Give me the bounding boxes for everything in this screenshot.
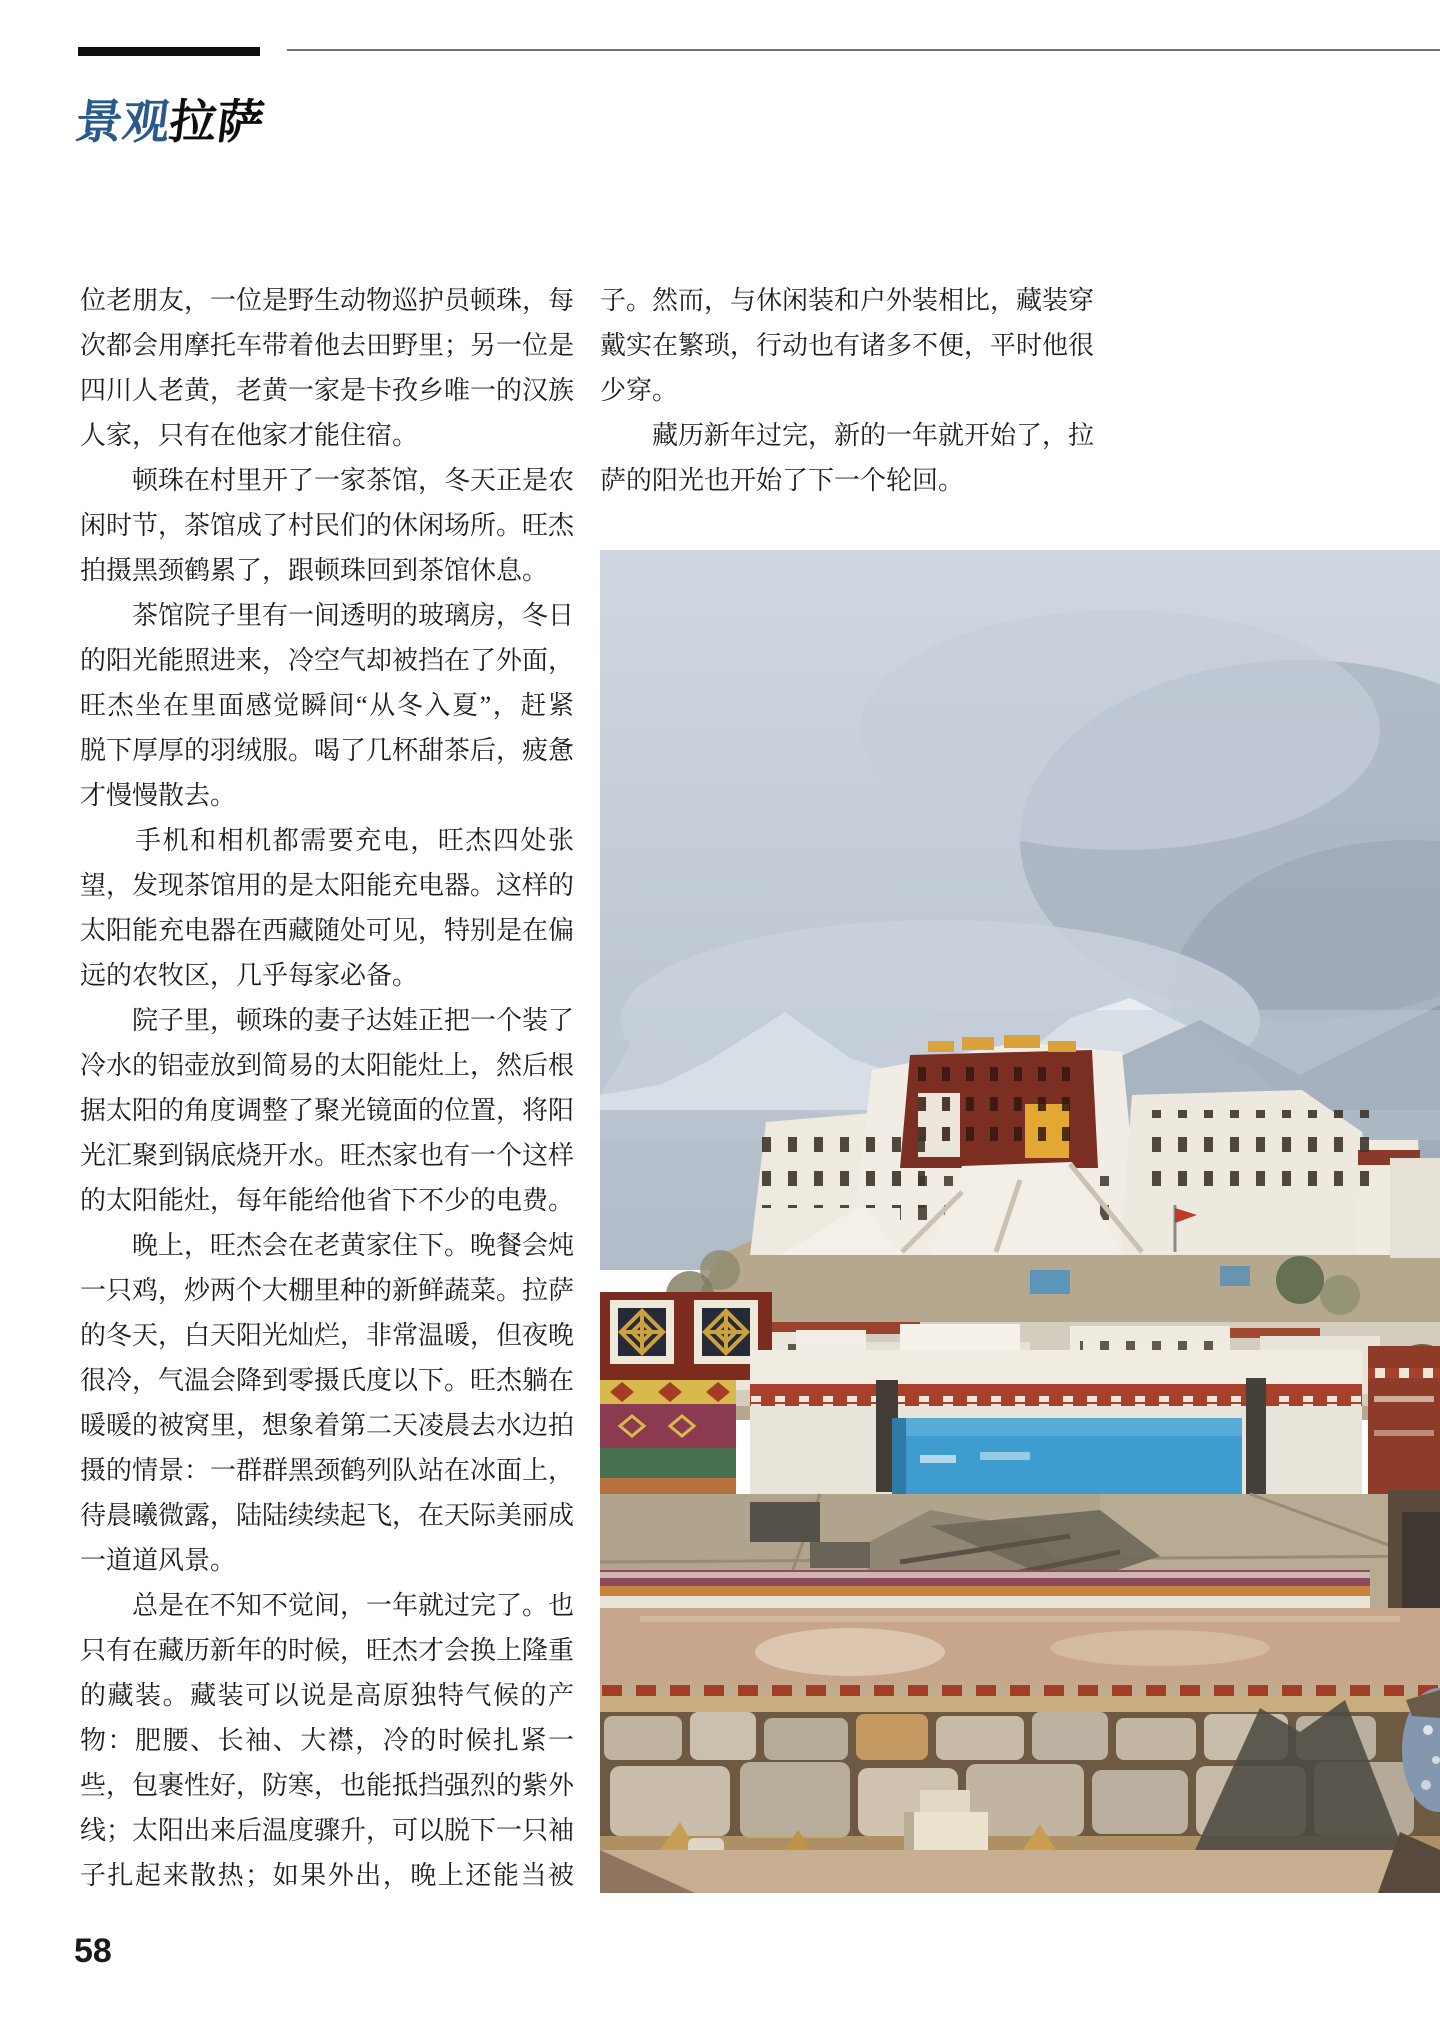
text-line: 院子里，顿珠的妻子达娃正把一个装了 [80,1006,574,1035]
text-line: 萨的阳光也开始了下一个轮回。 [600,466,965,495]
text-line: 旺杰坐在里面感觉瞬间“从冬入夏”，赶紧 [80,691,574,720]
text-line: 总是在不知不觉间，一年就过完了。也 [80,1591,574,1620]
text-line: 的阳光能照进来，冷空气却被挡在了外面， [80,646,574,675]
page-title [72,93,267,152]
page-title-blue: 景观 [72,95,173,149]
text-line: 据太阳的角度调整了聚光镜面的位置，将阳 [80,1096,574,1125]
text-line: 冷水的铝壶放到简易的太阳能灶上，然后根 [80,1051,574,1080]
text-line: 些，包裹性好，防寒，也能抵挡强烈的紫外 [80,1771,574,1800]
text-line: 的藏装。藏装可以说是高原独特气候的产 [80,1681,574,1710]
text-line: 暖暖的被窝里，想象着第二天凌晨去水边拍 [80,1411,574,1440]
text-line: 物：肥腰、长袖、大襟，冷的时候扎紧一 [80,1726,574,1755]
tibetan-textile [600,1380,736,1506]
text-line: 晚上，旺杰会在老黄家住下。晚餐会炖 [80,1231,574,1260]
text-line: 顿珠在村里开了一家茶馆，冬天正是农 [80,466,574,495]
text-line: 位老朋友，一位是野生动物巡护员顿珠，每 [80,286,574,315]
blue-banner [892,1418,1242,1496]
page-number: 58 [74,1932,112,1970]
text-line: 人家，只有在他家才能住宿。 [80,421,419,450]
text-line: 摄的情景：一群群黑颈鹤列队站在冰面上， [80,1456,574,1485]
pink-wall [600,1570,1440,1700]
text-line: 拍摄黑颈鹤累了，跟顿珠回到茶馆休息。 [80,556,549,585]
text-line: 少穿。 [600,376,679,405]
text-line: 线；太阳出来后温度骤升，可以脱下一只袖 [80,1816,574,1845]
text-line: 闲时节，茶馆成了村民们的休闲场所。旺杰 [80,511,574,540]
text-line: 的太阳能灶，每年能给他省下不少的电费。 [80,1186,574,1215]
text-line: 子。然而，与休闲装和户外装相比，藏装穿 [600,286,1094,315]
text-line: 很冷，气温会降到零摄氏度以下。旺杰躺在 [80,1366,574,1395]
text-line: 脱下厚厚的羽绒服。喝了几杯甜茶后，疲惫 [80,736,574,765]
article-column-left [80,278,574,1898]
text-line: 四川人老黄，老黄一家是卡孜乡唯一的汉族 [80,376,574,405]
text-line: 太阳能充电器在西藏随处可见，特别是在偏 [80,916,574,945]
text-line: 待晨曦微露，陆陆续续起飞，在天际美丽成 [80,1501,574,1530]
text-line: 子扎起来散热；如果外出，晚上还能当被 [80,1861,574,1890]
text-line: 戴实在繁琐，行动也有诸多不便，平时他很 [600,331,1094,360]
text-line: 一只鸡，炒两个大棚里种的新鲜蔬菜。拉萨 [80,1276,574,1305]
text-line: 望，发现茶馆用的是太阳能充电器。这样的 [80,871,574,900]
text-line: 只有在藏历新年的时候，旺杰才会换上隆重 [80,1636,574,1665]
text-line: 茶馆院子里有一间透明的玻璃房，冬日 [80,601,574,630]
text-line: 的冬天，白天阳光灿烂，非常温暖，但夜晚 [80,1321,574,1350]
article-column-right [600,278,1094,503]
potala-palace-photo [600,550,1440,1893]
text-line: 一道道风景。 [80,1546,237,1575]
text-line: 手机和相机都需要充电，旺杰四处张 [80,826,574,855]
header-rule-black [78,47,260,56]
text-line: 光汇聚到锅底烧开水。旺杰家也有一个这样 [80,1141,574,1170]
text-line: 才慢慢散去。 [80,781,237,810]
page-title-black: 拉萨 [166,95,267,149]
text-line: 藏历新年过完，新的一年就开始了，拉 [600,421,1094,450]
text-line: 远的农牧区，几乎每家必备。 [80,961,419,990]
knot-band [600,1292,772,1380]
palace-red-block [900,1050,1098,1168]
header-rule-gray [287,49,1440,51]
text-line: 次都会用摩托车带着他去田野里；另一位是 [80,331,574,360]
stone-wall [600,1688,1440,1874]
